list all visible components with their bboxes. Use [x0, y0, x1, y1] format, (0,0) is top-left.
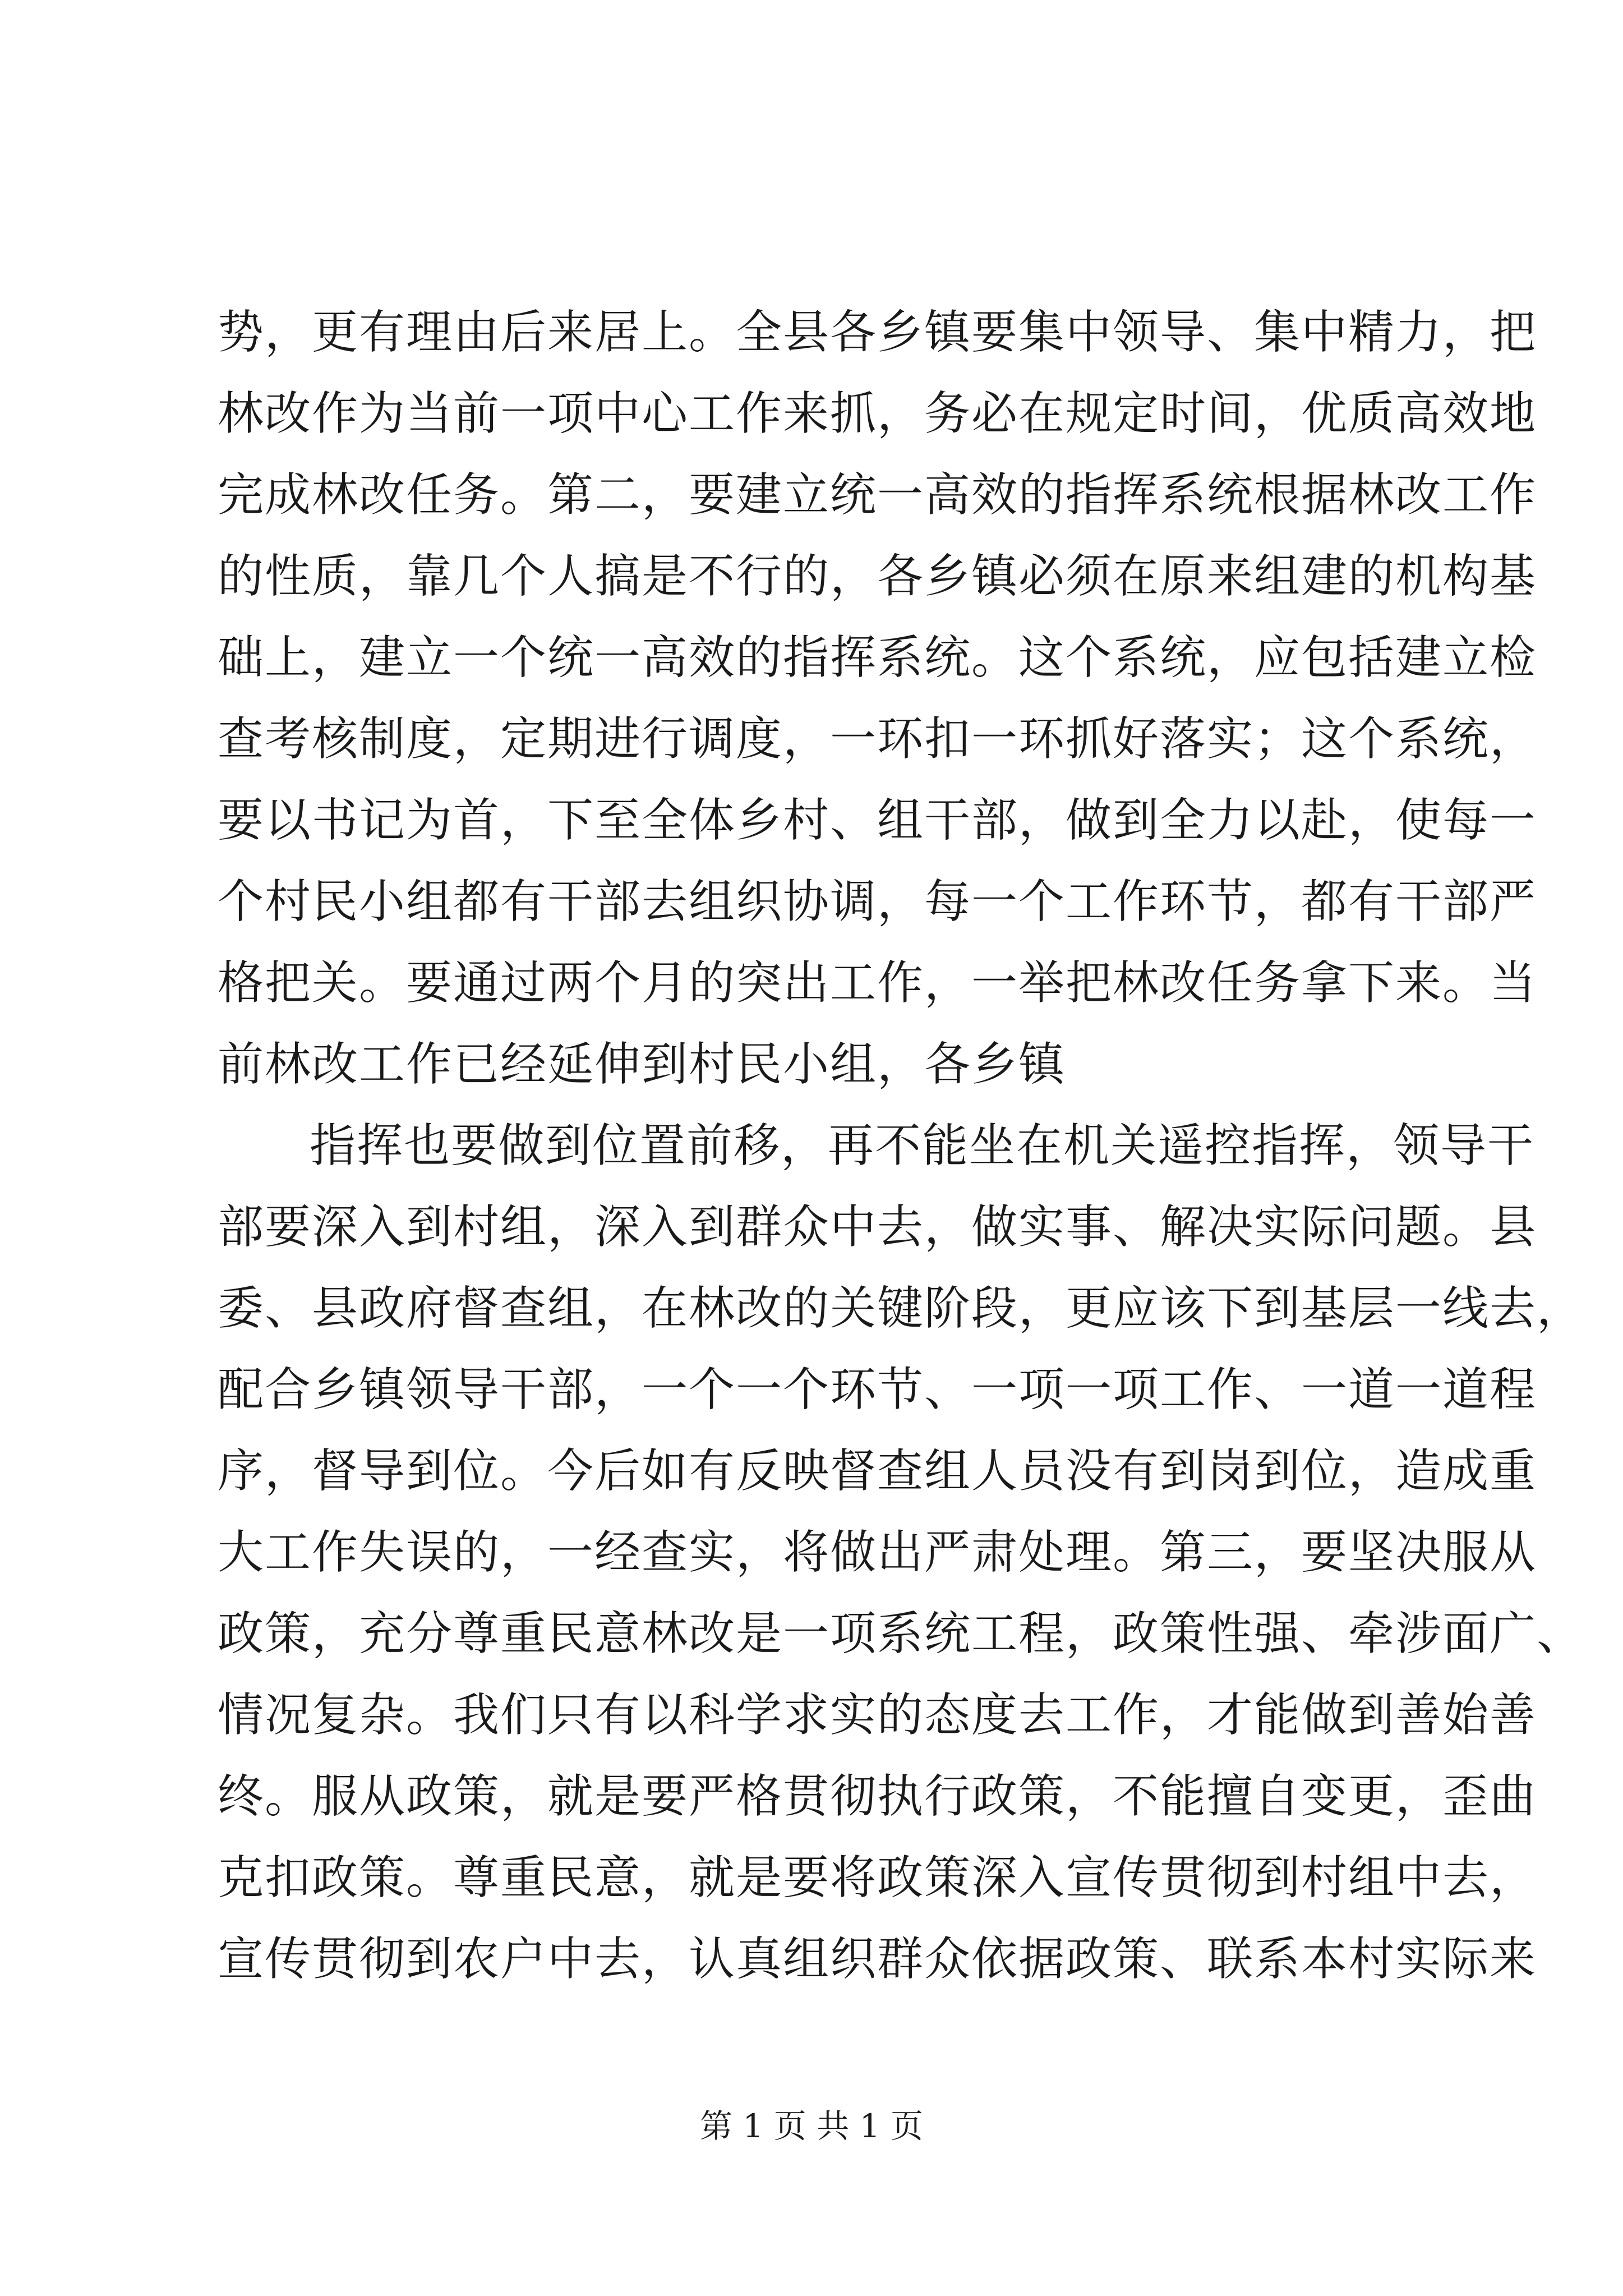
text-line: 格把关。要通过两个月的突出工作，一举把林改任务拿下来。当	[218, 956, 1537, 1010]
text-line: 部要深入到村组，深入到群众中去，做实事、解决实际问题。县	[218, 1200, 1537, 1254]
text-line: 克扣政策。尊重民意，就是要将政策深入宣传贯彻到村组中去，	[218, 1851, 1537, 1904]
text-line: 查考核制度，定期进行调度，一环扣一环抓好落实；这个系统，	[218, 712, 1537, 766]
document-body	[218, 292, 1584, 2000]
text-line: 势，更有理由后来居上。全县各乡镇要集中领导、集中精力，把	[218, 306, 1537, 359]
text-line: 序，督导到位。今后如有反映督查组人员没有到岗到位，造成重	[218, 1444, 1537, 1498]
text-line: 政策，充分尊重民意林改是一项系统工程，政策性强、牵涉面广、	[218, 1607, 1584, 1660]
text-line: 完成林改任务。第二，要建立统一高效的指挥系统根据林改工作	[218, 468, 1537, 522]
text-line: 个村民小组都有干部去组织协调，每一个工作环节，都有干部严	[218, 875, 1537, 928]
text-line: 指挥也要做到位置前移，再不能坐在机关遥控指挥，领导干	[310, 1119, 1535, 1172]
text-line: 委、县政府督查组，在林改的关键阶段，更应该下到基层一线去，	[218, 1282, 1584, 1335]
text-line: 林改作为当前一项中心工作来抓，务必在规定时间，优质高效地	[218, 387, 1537, 440]
text-line: 宣传贯彻到农户中去，认真组织群众依据政策、联系本村实际来	[218, 1932, 1537, 1986]
text-line: 情况复杂。我们只有以科学求实的态度去工作，才能做到善始善	[218, 1688, 1537, 1742]
text-line: 终。服从政策，就是要严格贯彻执行政策，不能擅自变更，歪曲	[218, 1770, 1537, 1823]
text-line: 配合乡镇领导干部，一个一个环节、一项一项工作、一道一道程	[218, 1363, 1537, 1416]
text-line: 前林改工作已经延伸到村民小组，各乡镇	[218, 1038, 1066, 1091]
page-footer: 第 1 页 共 1 页	[700, 2107, 923, 2145]
text-line: 要以书记为首，下至全体乡村、组干部，做到全力以赴，使每一	[218, 794, 1537, 847]
text-line: 的性质，靠几个人搞是不行的，各乡镇必须在原来组建的机构基	[218, 550, 1537, 603]
text-line: 础上，建立一个统一高效的指挥系统。这个系统，应包括建立检	[218, 631, 1537, 684]
text-line: 大工作失误的，一经查实，将做出严肃处理。第三，要坚决服从	[218, 1526, 1537, 1579]
